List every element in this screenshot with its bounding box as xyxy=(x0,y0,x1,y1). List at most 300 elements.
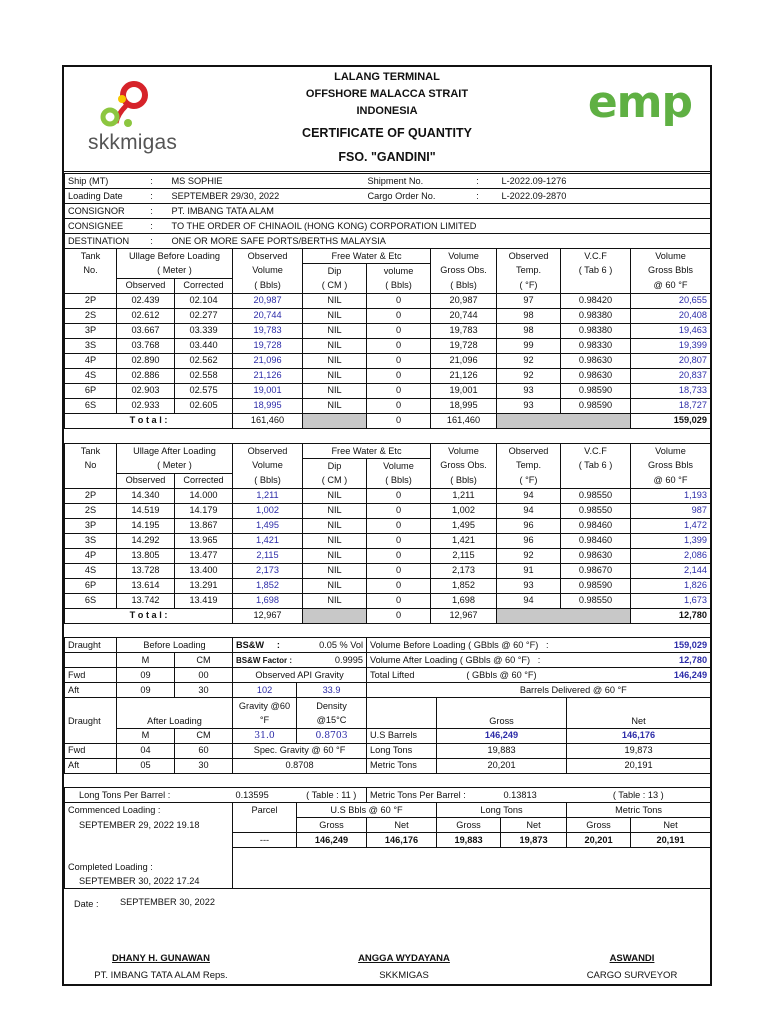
vcf-cell: 0.98590 xyxy=(561,383,631,398)
density-value: 0.8703 xyxy=(297,728,367,743)
gross-bbls-header: Volume xyxy=(631,444,711,459)
volume-before-loading-value: 159,029 xyxy=(631,638,711,653)
fwd-label: Fwd xyxy=(65,668,117,683)
dip-cell: NIL xyxy=(303,518,367,533)
after-total-fw: 0 xyxy=(367,608,431,623)
ullage-corrected-cell: 13.291 xyxy=(175,578,233,593)
mt-gross-header: Gross xyxy=(567,818,631,833)
mt-gross-value: 20,201 xyxy=(567,833,631,848)
signature-3 xyxy=(532,953,732,981)
summary-section xyxy=(64,787,710,909)
total-lifted-unit: ( GBbls @ 60 °F) xyxy=(437,668,567,683)
free-water-volume-cell: 0 xyxy=(367,293,431,308)
fso-name: FSO. "GANDINI" xyxy=(338,150,436,164)
lt-net-header: Net xyxy=(501,818,567,833)
temp-sub-header: Temp. xyxy=(497,459,561,474)
gross-bbls-60f-cell: 20,807 xyxy=(631,353,711,368)
long-tons-net: 19,873 xyxy=(567,743,711,758)
gross-obs-volume-cell: 1,698 xyxy=(431,593,497,608)
before-total-fw: 0 xyxy=(367,413,431,428)
gravity-value: 31.0 xyxy=(233,728,297,743)
observed-volume-cell: 20,744 xyxy=(233,308,303,323)
parcel-value: --- xyxy=(233,833,297,848)
free-water-volume-cell: 0 xyxy=(367,563,431,578)
cargo-order-value: L-2022.09-2870 xyxy=(499,189,711,204)
completed-loading-label: Completed Loading : xyxy=(65,860,233,874)
ullage-corrected-cell: 13.419 xyxy=(175,593,233,608)
gross-volume-header: Volume xyxy=(431,249,497,264)
aft-label: Aft xyxy=(65,683,117,698)
blank xyxy=(567,668,631,683)
dip-cell: NIL xyxy=(303,293,367,308)
long-tons-header: Long Tons xyxy=(437,803,567,818)
observed-volume-cell: 19,001 xyxy=(233,383,303,398)
cm-header: CM xyxy=(175,653,233,668)
api-gravity-label: Observed API Gravity xyxy=(233,668,367,683)
ullage-observed-cell: 02.890 xyxy=(117,353,175,368)
gross-header: Gross xyxy=(437,698,567,729)
spec-gravity-label: Spec. Gravity @ 60 °F xyxy=(233,743,367,758)
gross-bbls-60f-cell: 20,655 xyxy=(631,293,711,308)
temp-unit-header: ( °F) xyxy=(497,473,561,488)
ship-colon: : xyxy=(135,174,169,189)
consignor-label: CONSIGNOR xyxy=(65,204,135,219)
free-water-volume-cell: 0 xyxy=(367,593,431,608)
signature-1 xyxy=(61,953,261,981)
fw-bbls-header: ( Bbls) xyxy=(367,473,431,488)
ullage-observed-cell: 14.340 xyxy=(117,488,175,503)
destination-value: ONE OR MORE SAFE PORTS/BERTHS MALAYSIA xyxy=(169,234,711,249)
consignee-colon: : xyxy=(135,219,169,234)
observed-volume-cell: 1,698 xyxy=(233,593,303,608)
cm-header: ( CM ) xyxy=(303,473,367,488)
table-row xyxy=(65,593,711,608)
free-water-volume-cell: 0 xyxy=(367,398,431,413)
dip-cell: NIL xyxy=(303,308,367,323)
vcf-cell: 0.98550 xyxy=(561,503,631,518)
tank-no-header: No. xyxy=(65,264,117,279)
ullage-corrected-cell: 14.000 xyxy=(175,488,233,503)
gross-bbls-unit-header: ( Bbls) xyxy=(431,473,497,488)
gross-bbls-60f-cell: 19,463 xyxy=(631,323,711,338)
observed-volume-cell: 1,852 xyxy=(233,578,303,593)
vcf-cell: 0.98590 xyxy=(561,578,631,593)
cm-header: ( CM ) xyxy=(303,278,367,293)
dip-cell: NIL xyxy=(303,578,367,593)
bsw-label: BS&W : xyxy=(233,638,297,653)
ullage-corrected-cell: 13.477 xyxy=(175,548,233,563)
table-row xyxy=(65,533,711,548)
temperature-cell: 93 xyxy=(497,578,561,593)
dip-cell: NIL xyxy=(303,593,367,608)
m-header: M xyxy=(117,728,175,743)
free-water-volume-cell: 0 xyxy=(367,368,431,383)
draught-section xyxy=(64,637,710,774)
table-row xyxy=(65,353,711,368)
gross-at60-header: @ 60 °F xyxy=(631,473,711,488)
volume-header: Volume xyxy=(233,459,303,474)
fw-volume-header: Volume xyxy=(367,459,431,474)
tank-no-cell: 2P xyxy=(65,488,117,503)
tank-no-cell: 2P xyxy=(65,293,117,308)
temp-header: Observed xyxy=(497,444,561,459)
free-water-header: Free Water & Etc xyxy=(303,444,431,459)
commenced-loading-label: Commenced Loading : xyxy=(65,803,233,818)
us-barrels-label: U.S Barrels xyxy=(367,728,437,743)
volume-after-loading-label: Volume After Loading ( GBbls @ 60 °F) : xyxy=(367,653,631,668)
tank-no-cell: 4P xyxy=(65,548,117,563)
observed-volume-cell: 21,096 xyxy=(233,353,303,368)
ullage-observed-cell: 13.614 xyxy=(117,578,175,593)
temperature-cell: 98 xyxy=(497,323,561,338)
before-loading-label: Before Loading xyxy=(117,638,233,653)
gross-obs-volume-cell: 1,002 xyxy=(431,503,497,518)
observed-volume-cell: 1,002 xyxy=(233,503,303,518)
consignee-label: CONSIGNEE xyxy=(65,219,135,234)
temperature-cell: 92 xyxy=(497,353,561,368)
obs-bbls-header: ( Bbls) xyxy=(233,473,303,488)
date-label: Date : xyxy=(74,899,99,909)
after-loading-label: After Loading xyxy=(117,698,233,729)
ullage-corrected-cell: 03.440 xyxy=(175,338,233,353)
free-water-volume-cell: 0 xyxy=(367,338,431,353)
us-barrels-net: 146,176 xyxy=(567,728,711,743)
gross-bbls-60f-cell: 2,144 xyxy=(631,563,711,578)
consignee-value: TO THE ORDER OF CHINAOIL (HONG KONG) CORPORATION LIMITED xyxy=(169,219,711,234)
temperature-cell: 97 xyxy=(497,293,561,308)
consignor-colon: : xyxy=(135,204,169,219)
certificate-document xyxy=(62,65,712,986)
meter-header: ( Meter ) xyxy=(117,459,233,474)
shipment-value: L-2022.09-1276 xyxy=(499,174,711,189)
ullage-corrected-cell: 02.104 xyxy=(175,293,233,308)
gross-bbls-60f-cell: 1,399 xyxy=(631,533,711,548)
after-loading-section xyxy=(64,443,710,624)
before-total-label: T o t a l : xyxy=(65,413,233,428)
ullage-after-header: Ullage After Loading xyxy=(117,444,233,459)
destination-colon: : xyxy=(135,234,169,249)
table-row xyxy=(65,578,711,593)
free-water-volume-cell: 0 xyxy=(367,488,431,503)
dip-header: Dip xyxy=(303,264,367,279)
tank-no-cell: 2S xyxy=(65,308,117,323)
table-row xyxy=(65,323,711,338)
destination-label: DESTINATION xyxy=(65,234,135,249)
usb-gross-header: Gross xyxy=(297,818,367,833)
ullage-corrected-header: Corrected xyxy=(175,278,233,293)
vcf-cell: 0.98630 xyxy=(561,353,631,368)
temperature-cell: 96 xyxy=(497,518,561,533)
observed-volume-cell: 1,211 xyxy=(233,488,303,503)
meter-header: ( Meter ) xyxy=(117,264,233,279)
vcf-header: V.C.F xyxy=(561,444,631,459)
vcf-blank xyxy=(561,278,631,293)
tank-no-header: No xyxy=(65,459,117,474)
fw-volume-header: volume xyxy=(367,264,431,279)
table-row xyxy=(65,308,711,323)
gross-bbls-60f-cell: 18,733 xyxy=(631,383,711,398)
gross-obs-volume-cell: 19,728 xyxy=(431,338,497,353)
ullage-observed-cell: 14.195 xyxy=(117,518,175,533)
lt-net-value: 19,873 xyxy=(501,833,567,848)
volume-after-loading-value: 12,780 xyxy=(631,653,711,668)
ullage-corrected-cell: 03.339 xyxy=(175,323,233,338)
free-water-volume-cell: 0 xyxy=(367,383,431,398)
before-total-volume: 161,460 xyxy=(233,413,303,428)
before-aft-m: 09 xyxy=(117,683,175,698)
bsw-factor-value: 0.9995 xyxy=(297,653,367,668)
after-fwd-m: 04 xyxy=(117,743,175,758)
tank-header: Tank xyxy=(65,249,117,264)
tank-no-cell: 6P xyxy=(65,578,117,593)
dip-cell: NIL xyxy=(303,353,367,368)
completed-loading-value: SEPTEMBER 30, 2022 17.24 xyxy=(65,874,233,889)
gravity-label: Gravity @60 °F xyxy=(233,698,297,729)
tank-no-cell: 6S xyxy=(65,593,117,608)
blank xyxy=(65,653,117,668)
vcf-cell: 0.98550 xyxy=(561,593,631,608)
before-total-gb: 159,029 xyxy=(631,413,711,428)
temperature-cell: 91 xyxy=(497,563,561,578)
mt-net-header: Net xyxy=(631,818,711,833)
before-total-gray2 xyxy=(497,413,631,428)
vcf-cell: 0.98630 xyxy=(561,548,631,563)
metric-tons-per-barrel-value: 0.13813 xyxy=(501,788,567,803)
emp-logo: emp xyxy=(587,77,692,128)
table-row xyxy=(65,368,711,383)
gross-bbls-60f-cell: 2,086 xyxy=(631,548,711,563)
signatory-name: ASWANDI xyxy=(609,953,655,964)
ullage-corrected-cell: 02.277 xyxy=(175,308,233,323)
dip-cell: NIL xyxy=(303,533,367,548)
vcf-cell: 0.98380 xyxy=(561,308,631,323)
signatory-name: DHANY H. GUNAWAN xyxy=(112,953,210,964)
temperature-cell: 92 xyxy=(497,548,561,563)
table-row xyxy=(65,383,711,398)
signature-2 xyxy=(304,953,504,981)
ullage-observed-cell: 02.933 xyxy=(117,398,175,413)
ullage-before-header: Ullage Before Loading xyxy=(117,249,233,264)
after-aft-cm: 30 xyxy=(175,758,233,773)
blank xyxy=(233,860,711,874)
tank-no-cell: 4S xyxy=(65,368,117,383)
gross-obs-volume-cell: 1,852 xyxy=(431,578,497,593)
gross-volume-header: Volume xyxy=(431,444,497,459)
density-label: Density @15°C xyxy=(297,698,367,729)
after-loading-table xyxy=(64,443,711,624)
observed-volume-cell: 1,495 xyxy=(233,518,303,533)
ullage-corrected-cell: 02.558 xyxy=(175,368,233,383)
long-tons-label: Long Tons xyxy=(367,743,437,758)
metric-tons-per-barrel-label: Metric Tons Per Barrel : xyxy=(367,788,501,803)
us-bbls-header: U.S Bbls @ 60 °F xyxy=(297,803,437,818)
ullage-corrected-cell: 02.575 xyxy=(175,383,233,398)
gross-bbls-60f-cell: 20,408 xyxy=(631,308,711,323)
free-water-volume-cell: 0 xyxy=(367,578,431,593)
before-loading-table xyxy=(64,248,711,429)
shipment-info xyxy=(64,173,710,249)
info-table xyxy=(64,173,711,249)
usb-gross-value: 146,249 xyxy=(297,833,367,848)
before-total-gross: 161,460 xyxy=(431,413,497,428)
temp-unit-header: ( °F) xyxy=(497,278,561,293)
long-tons-per-barrel-label: Long Tons Per Barrel : xyxy=(65,788,233,803)
observed-volume-cell: 21,126 xyxy=(233,368,303,383)
ullage-corrected-cell: 02.562 xyxy=(175,353,233,368)
vcf-cell: 0.98330 xyxy=(561,338,631,353)
free-water-volume-cell: 0 xyxy=(367,323,431,338)
table-row xyxy=(65,548,711,563)
observed-volume-cell: 19,783 xyxy=(233,323,303,338)
gross-bbls-60f-cell: 1,193 xyxy=(631,488,711,503)
free-water-header: Free Water & Etc xyxy=(303,249,431,264)
spec-gravity-value: 0.8708 xyxy=(233,758,367,773)
parcel-header: Parcel xyxy=(233,803,297,818)
dip-cell: NIL xyxy=(303,488,367,503)
free-water-volume-cell: 0 xyxy=(367,308,431,323)
volume-before-loading-label: Volume Before Loading ( GBbls @ 60 °F) : xyxy=(367,638,631,653)
draught-table xyxy=(64,637,711,774)
ullage-observed-cell: 02.903 xyxy=(117,383,175,398)
ullage-corrected-cell: 13.867 xyxy=(175,518,233,533)
free-water-volume-cell: 0 xyxy=(367,518,431,533)
vcf-cell: 0.98630 xyxy=(561,368,631,383)
before-loading-section xyxy=(64,248,710,429)
cargo-order-colon: : xyxy=(457,189,499,204)
gross-at60-header: @ 60 °F xyxy=(631,278,711,293)
temp-sub-header: Temp. xyxy=(497,264,561,279)
dip-cell: NIL xyxy=(303,323,367,338)
blank xyxy=(65,848,233,861)
mt-net-value: 20,191 xyxy=(631,833,711,848)
gross-obs-header: Gross Obs. xyxy=(431,459,497,474)
gross-bbls-60f-cell: 20,837 xyxy=(631,368,711,383)
gross-obs-volume-cell: 19,001 xyxy=(431,383,497,398)
m-header: M xyxy=(117,653,175,668)
date-value: SEPTEMBER 30, 2022 xyxy=(120,897,215,907)
gross-obs-volume-cell: 20,744 xyxy=(431,308,497,323)
gross-bbls-60f-cell: 1,472 xyxy=(631,518,711,533)
gross-obs-volume-cell: 2,173 xyxy=(431,563,497,578)
ullage-observed-header: Observed xyxy=(117,473,175,488)
metric-tons-gross: 20,201 xyxy=(437,758,567,773)
cm-header: CM xyxy=(175,728,233,743)
long-tons-gross: 19,883 xyxy=(437,743,567,758)
vcf-cell: 0.98670 xyxy=(561,563,631,578)
gross-bbls-60f-cell: 18,727 xyxy=(631,398,711,413)
temperature-cell: 93 xyxy=(497,398,561,413)
signatory-name: ANGGA WYDAYANA xyxy=(358,953,450,964)
ullage-observed-cell: 02.612 xyxy=(117,308,175,323)
ullage-observed-cell: 03.768 xyxy=(117,338,175,353)
dip-header: Dip xyxy=(303,459,367,474)
gross-bbls-sub-header: Gross Bbls xyxy=(631,264,711,279)
vcf-header: V.C.F xyxy=(561,249,631,264)
vcf-cell: 0.98460 xyxy=(561,533,631,548)
terminal-location: OFFSHORE MALACCA STRAIT xyxy=(305,88,469,100)
ullage-observed-cell: 13.742 xyxy=(117,593,175,608)
fwd-label: Fwd xyxy=(65,743,117,758)
signatory-role: SKKMIGAS xyxy=(379,970,429,981)
summary-table xyxy=(64,787,711,889)
temperature-cell: 94 xyxy=(497,503,561,518)
blank xyxy=(367,683,437,698)
temp-header: Observed xyxy=(497,249,561,264)
gross-bbls-60f-cell: 987 xyxy=(631,503,711,518)
gross-bbls-header: Volume xyxy=(631,249,711,264)
observed-header: Observed xyxy=(233,249,303,264)
blank xyxy=(233,848,711,861)
before-total-gray xyxy=(303,413,367,428)
tab6-header: ( Tab 6 ) xyxy=(561,264,631,279)
after-fwd-cm: 60 xyxy=(175,743,233,758)
temperature-cell: 94 xyxy=(497,593,561,608)
free-water-volume-cell: 0 xyxy=(367,548,431,563)
consignor-value: PT. IMBANG TATA ALAM xyxy=(169,204,711,219)
gross-obs-header: Gross Obs. xyxy=(431,264,497,279)
ullage-observed-cell: 14.292 xyxy=(117,533,175,548)
volume-header: Volume xyxy=(233,264,303,279)
observed-volume-cell: 20,987 xyxy=(233,293,303,308)
signatory-role: PT. IMBANG TATA ALAM Reps. xyxy=(94,970,228,981)
before-aft-cm: 30 xyxy=(175,683,233,698)
bsw-value: 0.05 % Vol xyxy=(297,638,367,653)
cargo-order-label: Cargo Order No. xyxy=(365,189,457,204)
tank-no-cell: 6P xyxy=(65,383,117,398)
observed-volume-cell: 1,421 xyxy=(233,533,303,548)
gross-bbls-60f-cell: 1,673 xyxy=(631,593,711,608)
long-tons-per-barrel-value: 0.13595 xyxy=(233,788,297,803)
tank-no-cell: 2S xyxy=(65,503,117,518)
gross-obs-volume-cell: 21,096 xyxy=(431,353,497,368)
vcf-blank xyxy=(561,473,631,488)
obs-bbls-header: ( Bbls) xyxy=(233,278,303,293)
tank-no-cell: 3P xyxy=(65,518,117,533)
observed-volume-cell: 19,728 xyxy=(233,338,303,353)
signatory-role: CARGO SURVEYOR xyxy=(586,970,678,981)
table-row xyxy=(65,488,711,503)
after-total-gray2 xyxy=(497,608,631,623)
gross-obs-volume-cell: 1,421 xyxy=(431,533,497,548)
aft-label: Aft xyxy=(65,758,117,773)
loading-date-label: Loading Date xyxy=(65,189,135,204)
observed-volume-cell: 2,115 xyxy=(233,548,303,563)
temperature-cell: 99 xyxy=(497,338,561,353)
loading-date-colon: : xyxy=(135,189,169,204)
table-row xyxy=(65,398,711,413)
dip-cell: NIL xyxy=(303,398,367,413)
temperature-cell: 93 xyxy=(497,383,561,398)
ullage-corrected-cell: 14.179 xyxy=(175,503,233,518)
table-row xyxy=(65,518,711,533)
net-header: Net xyxy=(567,698,711,729)
ullage-observed-cell: 14.519 xyxy=(117,503,175,518)
terminal-name: LALANG TERMINAL xyxy=(334,71,440,83)
table-row xyxy=(65,293,711,308)
after-aft-m: 05 xyxy=(117,758,175,773)
lt-gross-value: 19,883 xyxy=(437,833,501,848)
total-lifted-label: Total Lifted xyxy=(367,668,437,683)
dip-cell: NIL xyxy=(303,503,367,518)
ullage-corrected-cell: 02.605 xyxy=(175,398,233,413)
free-water-volume-cell: 0 xyxy=(367,533,431,548)
ullage-observed-cell: 02.886 xyxy=(117,368,175,383)
before-fwd-cm: 00 xyxy=(175,668,233,683)
skkmigas-wordmark: skkmigas xyxy=(88,131,178,154)
vcf-cell: 0.98550 xyxy=(561,488,631,503)
gross-bbls-sub-header: Gross Bbls xyxy=(631,459,711,474)
ullage-corrected-header: Corrected xyxy=(175,473,233,488)
